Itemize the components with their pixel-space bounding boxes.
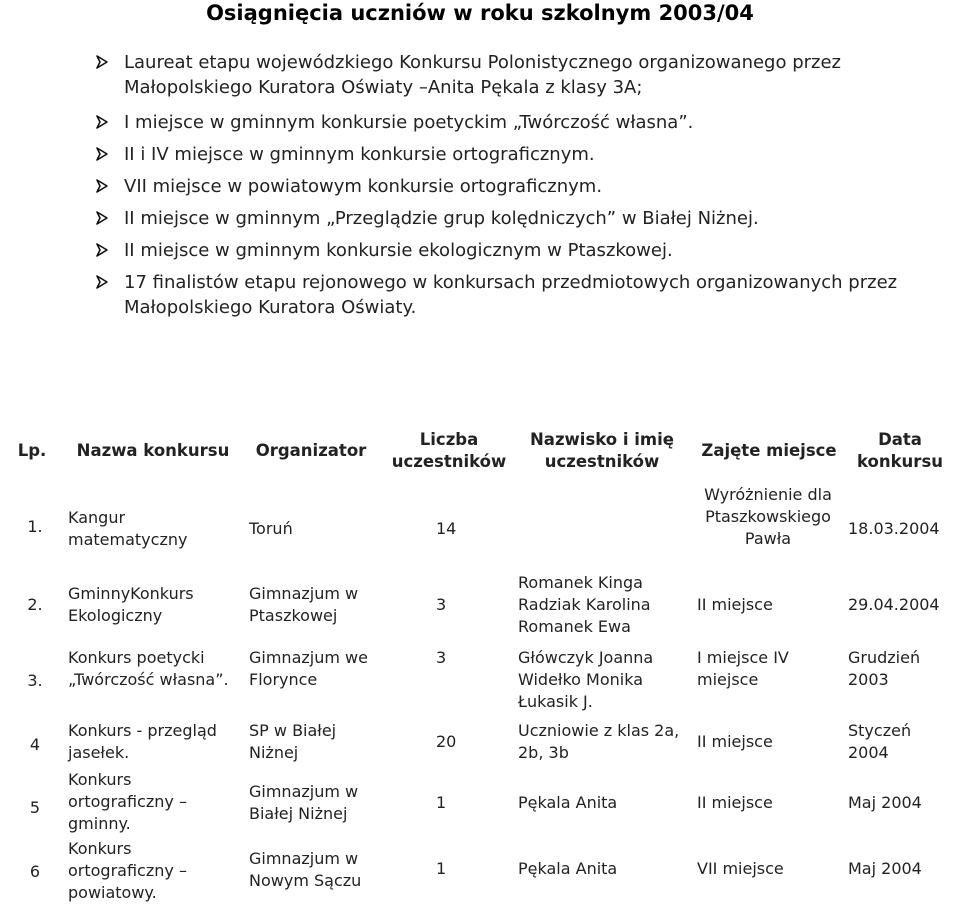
table-cell-place: VII miejsce (697, 859, 784, 878)
table-cell-lp: 2. (27, 595, 43, 614)
header-organizer: Organizator (255, 441, 367, 460)
table-cell-organizer: Toruń (249, 519, 293, 538)
table-cell-count: 14 (436, 519, 457, 538)
table-cell-participants: Pękala Anita (518, 793, 618, 812)
table-cell-participants: Uczniowie z klas 2a, 2b, 3b (518, 721, 680, 762)
header-contest-name: Nazwa konkursu (76, 441, 230, 460)
table-cell-name: GminnyKonkurs Ekologiczny (68, 584, 194, 625)
header-date: Data konkursu (856, 430, 944, 471)
table-cell-organizer: SP w Białej Niżnej (249, 721, 337, 762)
arrow-bullet-icon (94, 114, 110, 130)
table-cell-organizer: Gimnazjum w Ptaszkowej (249, 584, 359, 625)
table-cell-place: Wyróżnienie dla Ptaszkowskiego Pawła (704, 485, 832, 548)
list-item (94, 50, 954, 100)
page-title: Osiągnięcia uczniów w roku szkolnym 2003/04 (206, 1, 754, 25)
list-item-text: VII miejsce w powiatowym konkursie ortograficznym. (124, 176, 603, 197)
table-cell-place: I miejsce IV miejsce (697, 648, 789, 689)
list-item-text: 17 finalistów etapu rejonowego w konkursach przedmiotowych organizowanych przez Małopolskiego Kuratora Oświaty. (124, 272, 898, 318)
table-cell-name: Konkurs ortograficzny – powiatowy. (68, 839, 187, 902)
table-cell-name: Konkurs ortograficzny – gminny. (68, 770, 187, 833)
table-cell-place: II miejsce (697, 595, 773, 614)
list-item-text: II i IV miejsce w gminnym konkursie ortograficznym. (124, 144, 595, 165)
table-cell-date: Maj 2004 (848, 859, 922, 878)
header-participant-count: Liczba uczestników (391, 430, 507, 471)
arrow-bullet-icon (94, 242, 110, 258)
table-cell-participants: Romanek Kinga Radziak Karolina Romanek Ewa (518, 573, 651, 636)
list-item (94, 174, 954, 199)
header-lp: Lp. (17, 441, 47, 460)
list-item (94, 270, 954, 320)
table-cell-place: II miejsce (697, 732, 773, 751)
table-cell-date: 18.03.2004 (848, 519, 940, 538)
achievements-list (94, 50, 954, 320)
table-cell-organizer: Gimnazjum w Nowym Sączu (249, 849, 362, 890)
table-cell-organizer: Gimnazjum w Białej Niżnej (249, 782, 359, 823)
table-cell-count: 1 (436, 859, 447, 878)
table-cell-date: 29.04.2004 (848, 595, 940, 614)
list-item (94, 142, 954, 167)
table-cell-date: Maj 2004 (848, 793, 922, 812)
table-cell-lp: 3. (27, 671, 43, 690)
table-cell-participants: Główczyk Joanna Widełko Monika Łukasik J. (518, 648, 654, 711)
header-participants: Nazwisko i imię uczestników (530, 430, 674, 471)
table-cell-lp: 1. (27, 517, 43, 536)
table-cell-count: 3 (436, 648, 447, 667)
table-cell-participants: Pękala Anita (518, 859, 618, 878)
table-cell-count: 1 (436, 793, 447, 812)
table-cell-date: Styczeń 2004 (848, 721, 912, 762)
arrow-bullet-icon (94, 274, 110, 290)
table-cell-count: 3 (436, 595, 447, 614)
list-item-text: I miejsce w gminnym konkursie poetyckim „Twórczość własna”. (124, 112, 694, 133)
list-item-text: II miejsce w gminnym „Przeglądzie grup kolędniczych” w Białej Niżnej. (124, 208, 759, 229)
list-item (94, 238, 954, 263)
list-item (94, 206, 954, 231)
table-cell-place: II miejsce (697, 793, 773, 812)
table-cell-organizer: Gimnazjum we Florynce (249, 648, 368, 689)
table-cell-name: Konkurs - przegląd jasełek. (68, 721, 217, 762)
arrow-bullet-icon (94, 210, 110, 226)
table-cell-lp: 4 (29, 735, 41, 754)
table-cell-count: 20 (436, 732, 457, 751)
header-place: Zajęte miejsce (701, 441, 837, 460)
arrow-bullet-icon (94, 178, 110, 194)
table-cell-name: Konkurs poetycki „Twórczość własna”. (68, 648, 229, 689)
table-cell-name: Kangur matematyczny (68, 508, 188, 549)
table-cell-lp: 6 (29, 862, 41, 881)
table-cell-lp: 5 (29, 798, 41, 817)
list-item-text: Laureat etapu wojewódzkiego Konkursu Polonistycznego organizowanego przez Małopolskiego Kuratora Oświaty –Anita Pękala z klasy 3A; (124, 52, 842, 98)
list-item-text: II miejsce w gminnym konkursie ekologicznym w Ptaszkowej. (124, 240, 673, 261)
list-item (94, 110, 954, 135)
arrow-bullet-icon (94, 54, 110, 70)
table-cell-date: Grudzień 2003 (848, 648, 921, 689)
arrow-bullet-icon (94, 146, 110, 162)
